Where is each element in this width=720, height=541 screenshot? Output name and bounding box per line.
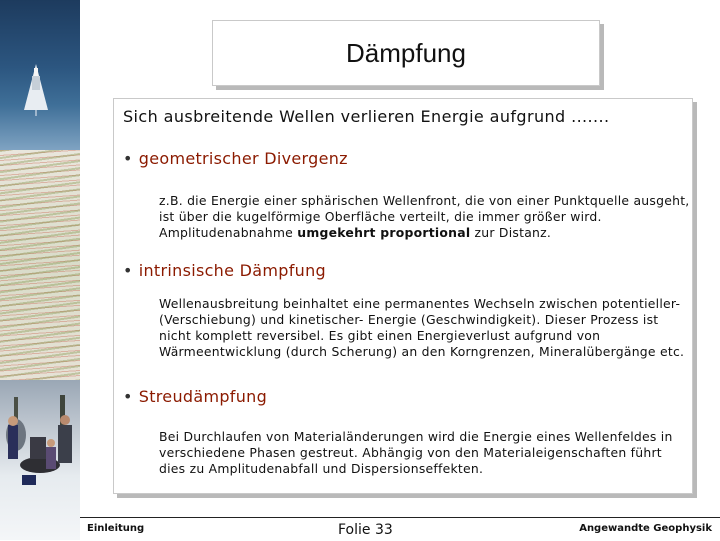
paragraph-line: Bei Durchlaufen von Materialänderungen wird die Energie eines Wellenfeldes in bbox=[159, 429, 673, 444]
bullet-dot: • bbox=[123, 149, 133, 168]
decorative-photo-strip bbox=[0, 0, 80, 540]
slide-title: Dämpfung bbox=[346, 37, 466, 68]
paragraph-line: z.B. die Energie einer sphärischen Wellenfront, die von einer Punktquelle ausgeht, bbox=[159, 193, 690, 208]
section-heading: intrinsische Dämpfung bbox=[138, 261, 326, 280]
paragraph-line: Wärmeentwicklung (durch Scherung) an den Korngrenzen, Mineralübergänge etc. bbox=[159, 344, 685, 359]
paragraph-line: ist über die kugelförmige Oberfläche verteilt, die immer größer wird. bbox=[159, 209, 602, 224]
paragraph-line: dies zu Amplitudenabfall und Dispersionseffekten. bbox=[159, 461, 484, 476]
slide-number: Folie 33 bbox=[338, 522, 393, 538]
section-paragraph-intrinsisch bbox=[159, 296, 684, 360]
paragraph-line: (Verschiebung) und kinetischer- Energie (Geschwindigkeit). Dieser Prozess ist bbox=[159, 312, 659, 327]
paragraph-line-last bbox=[159, 225, 690, 241]
bullet-streudaempfung bbox=[123, 387, 267, 406]
intro-text: Sich ausbreitende Wellen verlieren Energie aufgrund ....... bbox=[123, 107, 610, 126]
footer-section-label: Einleitung bbox=[87, 523, 145, 534]
section-heading: geometrischer Divergenz bbox=[138, 149, 348, 168]
text-run: Amplitudenabnahme bbox=[159, 225, 298, 240]
paragraph-line: verschiedene Phasen gestreut. Abhängig von den Materialeigenschaften führt bbox=[159, 445, 662, 460]
paragraph-line: Wellenausbreitung beinhaltet eine permanentes Wechseln zwischen potentieller- bbox=[159, 296, 681, 311]
seismic-section-image bbox=[0, 150, 80, 380]
text-run: zur Distanz. bbox=[470, 225, 552, 240]
emphasis-text: umgekehrt proportional bbox=[297, 225, 471, 240]
bullet-geometrische-divergenz bbox=[123, 149, 348, 168]
slide-footer bbox=[80, 517, 720, 541]
bullet-dot: • bbox=[123, 261, 133, 280]
content-box bbox=[113, 98, 693, 494]
people-in-snow-image bbox=[0, 395, 80, 515]
section-paragraph-streuung bbox=[159, 429, 673, 477]
footer-course-label: Angewandte Geophysik bbox=[579, 523, 712, 534]
section-heading: Streudämpfung bbox=[138, 387, 268, 406]
ship-icon bbox=[14, 60, 60, 116]
bullet-intrinsische-daempfung bbox=[123, 261, 326, 280]
section-paragraph-divergenz bbox=[159, 193, 690, 241]
title-box bbox=[212, 20, 600, 86]
paragraph-line: nicht komplett reversibel. Es gibt einen Energieverlust aufgrund von bbox=[159, 328, 601, 343]
bullet-dot: • bbox=[123, 387, 133, 406]
